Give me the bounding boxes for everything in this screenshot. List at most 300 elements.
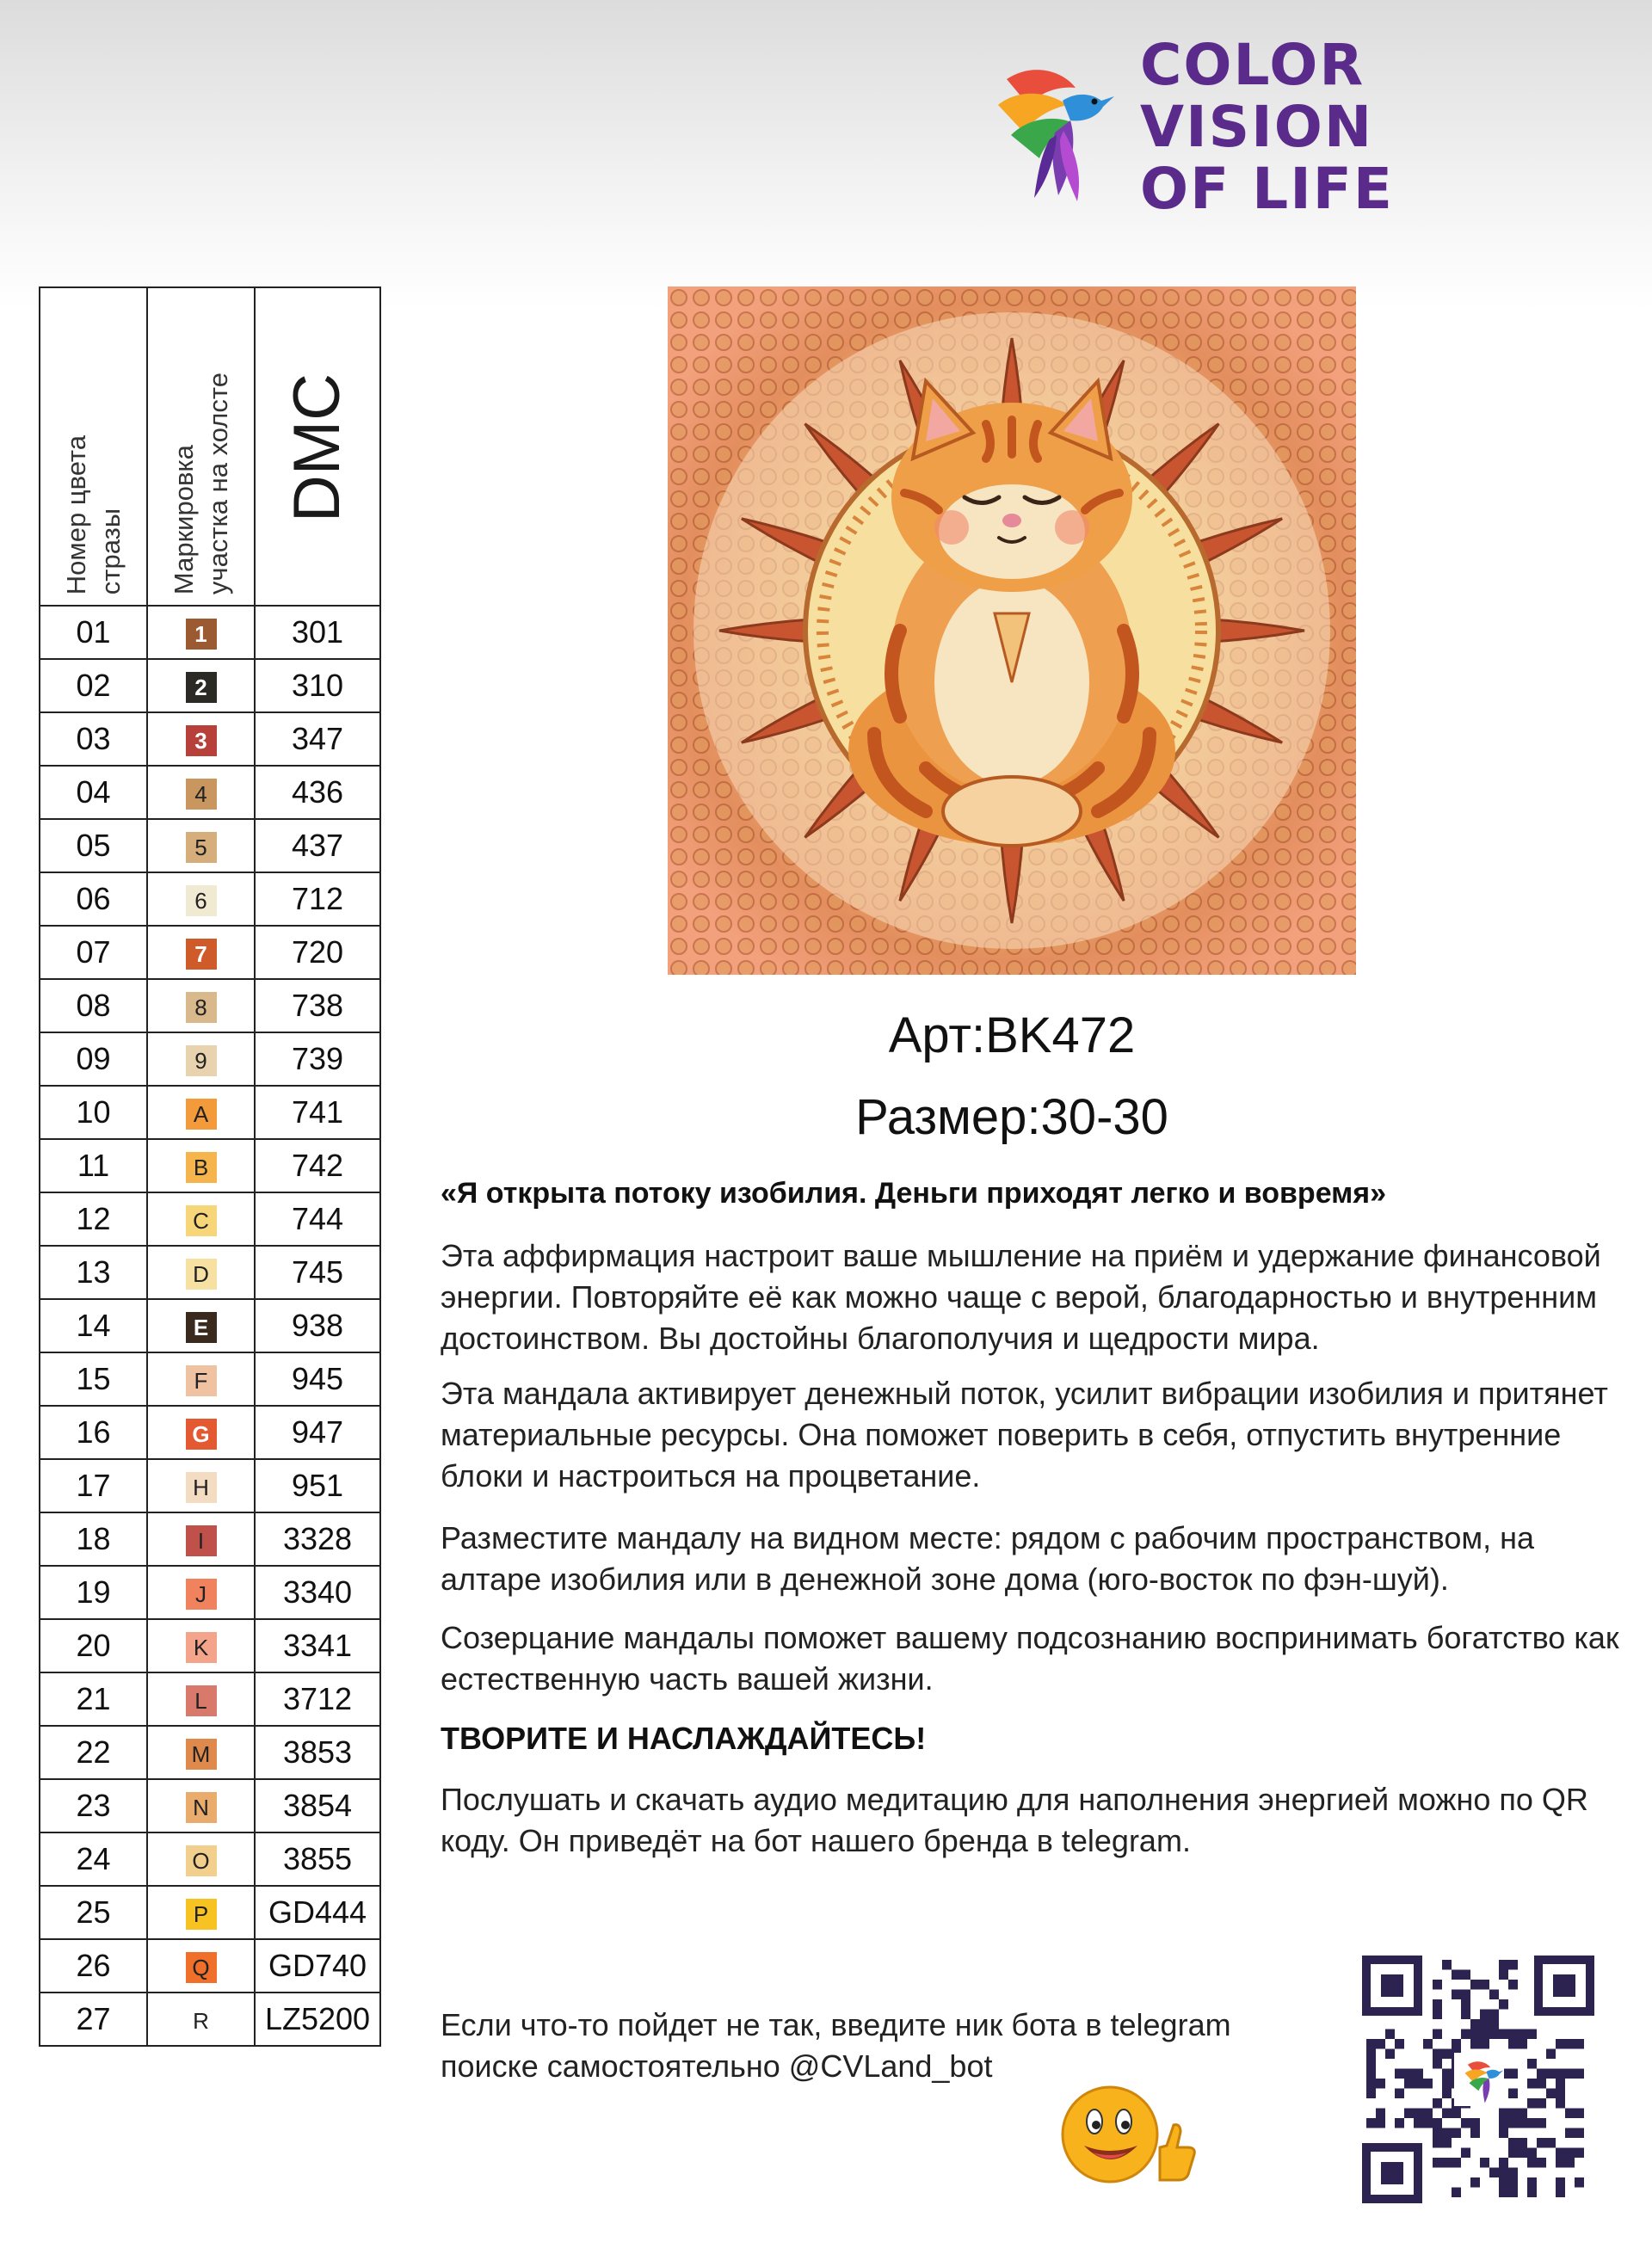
- qr-module: [1470, 2177, 1480, 2188]
- table-row: [40, 1779, 380, 1832]
- marking-cell: [147, 1619, 255, 1672]
- marking-cell: [147, 926, 255, 979]
- qr-module: [1499, 2118, 1508, 2128]
- qr-module: [1527, 2177, 1537, 2188]
- brand-wordmark: [1140, 34, 1433, 220]
- dmc-code-cell: 437: [255, 819, 380, 872]
- color-number-cell: 11: [40, 1139, 147, 1192]
- brand-line-1: COLOR: [1140, 32, 1365, 98]
- marking-cell: [147, 1299, 255, 1352]
- color-number-cell: 12: [40, 1192, 147, 1246]
- qr-module: [1470, 2128, 1480, 2139]
- table-row: [40, 1406, 380, 1459]
- qr-module: [1433, 2098, 1442, 2109]
- qr-module: [1470, 2019, 1480, 2030]
- qr-module: [1565, 2158, 1575, 2168]
- qr-module: [1546, 2069, 1556, 2079]
- qr-module: [1442, 2158, 1452, 2168]
- table-row: [40, 1352, 380, 1406]
- column-header-color-number: [40, 287, 147, 606]
- qr-module: [1489, 2030, 1499, 2040]
- qr-module: [1480, 2039, 1489, 2049]
- qr-module: [1433, 1980, 1442, 1990]
- qr-module: [1546, 2138, 1556, 2148]
- qr-module: [1433, 2138, 1442, 2148]
- color-number-cell: 05: [40, 819, 147, 872]
- qr-module: [1565, 2039, 1575, 2049]
- color-number-cell: 18: [40, 1512, 147, 1566]
- color-swatch: C: [186, 1205, 217, 1236]
- paragraph-mandala: Эта мандала активирует денежный поток, усилит вибрации изобилия и притянет материальные ресурсы. Она поможет поверить в себя, отпустить внутренние блоки и настроиться на процветание.: [441, 1376, 1608, 1494]
- qr-module: [1508, 2089, 1518, 2099]
- qr-module: [1452, 1970, 1461, 1980]
- color-swatch: 6: [186, 885, 217, 916]
- qr-module: [1489, 2019, 1499, 2030]
- qr-module: [1423, 2039, 1433, 2049]
- table-row: [40, 1566, 380, 1619]
- column-header-marking: [147, 287, 255, 606]
- dmc-code-cell: GD444: [255, 1886, 380, 1939]
- color-number-cell: 01: [40, 606, 147, 659]
- qr-module: [1556, 2177, 1565, 2188]
- color-swatch: 1: [186, 619, 217, 650]
- color-number-cell: 08: [40, 979, 147, 1032]
- qr-module: [1470, 2030, 1480, 2040]
- qr-module: [1508, 2138, 1518, 2148]
- qr-module: [1470, 1980, 1480, 1990]
- qr-module: [1480, 2019, 1489, 2030]
- color-swatch: P: [186, 1899, 217, 1930]
- qr-module: [1480, 2010, 1489, 2020]
- qr-module: [1565, 2069, 1575, 2079]
- qr-module: [1518, 2030, 1527, 2040]
- qr-module: [1414, 2069, 1423, 2079]
- qr-module: [1499, 1999, 1508, 2010]
- color-number-cell: 27: [40, 1993, 147, 2046]
- dmc-code-cell: 3340: [255, 1566, 380, 1619]
- table-row: [40, 1139, 380, 1192]
- qr-module: [1442, 2079, 1452, 2089]
- header-marking-label: Маркировка участка на холсте: [168, 372, 233, 594]
- color-number-cell: 26: [40, 1939, 147, 1993]
- qr-module: [1442, 1960, 1452, 1970]
- qr-module: [1452, 2158, 1461, 2168]
- dmc-code-cell: 744: [255, 1192, 380, 1246]
- marking-cell: [147, 1086, 255, 1139]
- qr-module: [1470, 2039, 1480, 2049]
- marking-cell: [147, 712, 255, 766]
- color-swatch: 9: [186, 1045, 217, 1076]
- qr-module: [1414, 2118, 1423, 2128]
- dmc-code-cell: 3854: [255, 1779, 380, 1832]
- marking-cell: [147, 606, 255, 659]
- qr-module: [1527, 2030, 1537, 2040]
- color-number-cell: 15: [40, 1352, 147, 1406]
- qr-module: [1433, 2030, 1442, 2040]
- qr-module: [1537, 2158, 1546, 2168]
- color-swatch: J: [186, 1579, 217, 1610]
- marking-cell: [147, 1406, 255, 1459]
- qr-module: [1499, 2158, 1508, 2168]
- qr-module: [1366, 2039, 1376, 2049]
- marking-cell: [147, 1139, 255, 1192]
- qr-module: [1518, 2138, 1527, 2148]
- marking-cell: [147, 819, 255, 872]
- qr-module: [1499, 2177, 1508, 2188]
- marking-cell: [147, 1459, 255, 1512]
- table-row: [40, 979, 380, 1032]
- marking-cell: [147, 659, 255, 712]
- qr-module: [1395, 2039, 1404, 2049]
- color-number-cell: 16: [40, 1406, 147, 1459]
- color-swatch: F: [186, 1365, 217, 1396]
- smiley-thumbs-up-icon: [1058, 2079, 1213, 2190]
- paragraph-affirmation: Эта аффирмация настроит ваше мышление на приём и удержание финансовой энергии. Повторяйте её как можно чаще с верой, благодарностью и внутренним достоинством. Вы достойны благополучия и щедрости мира.: [441, 1238, 1601, 1356]
- qr-module: [1499, 2030, 1508, 2040]
- marking-cell: [147, 1886, 255, 1939]
- qr-module: [1518, 2118, 1527, 2128]
- color-swatch: K: [186, 1632, 217, 1663]
- color-number-cell: 13: [40, 1246, 147, 1299]
- color-number-cell: 02: [40, 659, 147, 712]
- marking-cell: [147, 1939, 255, 1993]
- table-row: [40, 1086, 380, 1139]
- color-swatch: B: [186, 1152, 217, 1183]
- qr-module: [1385, 2049, 1395, 2060]
- qr-module: [1376, 2079, 1385, 2089]
- color-swatch: A: [186, 1099, 217, 1130]
- qr-module: [1461, 1990, 1470, 2000]
- table-row: [40, 819, 380, 872]
- color-swatch: H: [186, 1472, 217, 1503]
- qr-module: [1537, 2079, 1546, 2089]
- qr-module: [1442, 2049, 1452, 2060]
- qr-module: [1537, 2118, 1546, 2128]
- mandala-cat-artwork: [668, 286, 1356, 975]
- marking-cell: [147, 1192, 255, 1246]
- qr-module: [1414, 2109, 1423, 2119]
- qr-module: [1575, 2069, 1584, 2079]
- qr-module: [1527, 2079, 1537, 2089]
- color-number-cell: 23: [40, 1779, 147, 1832]
- color-swatch: 4: [186, 779, 217, 810]
- qr-module: [1508, 2177, 1518, 2188]
- marking-cell: [147, 1726, 255, 1779]
- table-row: [40, 872, 380, 926]
- marking-cell: [147, 1672, 255, 1726]
- color-number-cell: 10: [40, 1086, 147, 1139]
- qr-module: [1442, 2089, 1452, 2099]
- qr-module: [1575, 2148, 1584, 2159]
- qr-module: [1461, 1970, 1470, 1980]
- qr-module: [1565, 2109, 1575, 2119]
- hummingbird-logo-icon: [981, 53, 1119, 208]
- marking-cell: [147, 872, 255, 926]
- color-swatch: 3: [186, 725, 217, 756]
- header-color-number-label: Номер цвета стразы: [60, 434, 126, 594]
- qr-module: [1556, 2039, 1565, 2049]
- dmc-code-cell: 738: [255, 979, 380, 1032]
- dmc-code-cell: 3855: [255, 1832, 380, 1886]
- qr-module: [1376, 2118, 1385, 2128]
- dmc-code-cell: 938: [255, 1299, 380, 1352]
- article-number: Арт:BK472: [888, 1007, 1136, 1063]
- marking-cell: [147, 979, 255, 1032]
- dmc-code-cell: 310: [255, 659, 380, 712]
- table-row: [40, 659, 380, 712]
- dmc-code-cell: LZ5200: [255, 1993, 380, 2046]
- qr-module: [1461, 1999, 1470, 2010]
- dmc-code-cell: 720: [255, 926, 380, 979]
- qr-module: [1556, 2089, 1565, 2099]
- qr-module: [1508, 2109, 1518, 2119]
- canvas-size: Размер:30-30: [855, 1089, 1168, 1145]
- qr-module: [1452, 2039, 1461, 2049]
- dmc-code-cell: 947: [255, 1406, 380, 1459]
- qr-module: [1499, 1970, 1508, 1980]
- dmc-code-cell: 739: [255, 1032, 380, 1086]
- qr-module: [1527, 2158, 1537, 2168]
- qr-module: [1518, 2039, 1527, 2049]
- qr-module: [1433, 2128, 1442, 2139]
- marking-cell: [147, 1512, 255, 1566]
- marking-cell: [147, 1993, 255, 2046]
- qr-module: [1508, 2118, 1518, 2128]
- dmc-code-cell: 951: [255, 1459, 380, 1512]
- color-swatch: I: [186, 1525, 217, 1556]
- qr-module: [1452, 2109, 1461, 2119]
- brand-line-3: OF LIFE: [1140, 156, 1394, 222]
- dmc-code-cell: 3328: [255, 1512, 380, 1566]
- qr-module: [1489, 2168, 1499, 2178]
- qr-module: [1546, 2049, 1556, 2060]
- qr-module: [1404, 2079, 1414, 2089]
- qr-module: [1527, 2148, 1537, 2159]
- table-row: [40, 1672, 380, 1726]
- qr-module: [1527, 2098, 1537, 2109]
- meditating-cat-mandala-image: [668, 286, 1356, 975]
- color-swatch: 7: [186, 939, 217, 970]
- table-row: [40, 1512, 380, 1566]
- dmc-code-cell: 745: [255, 1246, 380, 1299]
- qr-module: [1395, 2118, 1404, 2128]
- qr-module: [1527, 2118, 1537, 2128]
- qr-module: [1508, 2188, 1518, 2198]
- qr-module: [1442, 2109, 1452, 2119]
- qr-module: [1499, 1960, 1508, 1970]
- color-swatch: 8: [186, 992, 217, 1023]
- qr-module: [1556, 2188, 1565, 2198]
- qr-module: [1508, 2069, 1518, 2079]
- marking-cell: [147, 1032, 255, 1086]
- qr-module: [1575, 2128, 1584, 2139]
- dmc-code-cell: 436: [255, 766, 380, 819]
- qr-module: [1461, 2030, 1470, 2040]
- color-number-cell: 21: [40, 1672, 147, 1726]
- brand-logo: [981, 34, 1428, 224]
- color-swatch: D: [186, 1259, 217, 1290]
- color-swatch: O: [186, 1845, 217, 1876]
- qr-module: [1508, 2168, 1518, 2178]
- table-row: [40, 1246, 380, 1299]
- qr-module: [1433, 2158, 1442, 2168]
- qr-module: [1489, 1990, 1499, 2000]
- qr-module: [1527, 2188, 1537, 2198]
- color-legend-table: [39, 286, 381, 2047]
- qr-module: [1376, 2039, 1385, 2049]
- qr-module: [1452, 2128, 1461, 2139]
- qr-module: [1366, 2089, 1376, 2099]
- table-row: [40, 1192, 380, 1246]
- dmc-code-cell: 3853: [255, 1726, 380, 1779]
- qr-module: [1395, 2089, 1404, 2099]
- qr-module: [1461, 2148, 1470, 2159]
- table-row: [40, 1619, 380, 1672]
- color-number-cell: 19: [40, 1566, 147, 1619]
- qr-module: [1575, 2039, 1584, 2049]
- color-rows: [40, 606, 380, 2046]
- paragraph-contemplation: Созерцание мандалы поможет вашему подсознанию воспринимать богатство как естественную часть вашей жизни.: [441, 1620, 1619, 1697]
- qr-module: [1556, 2158, 1565, 2168]
- qr-module: [1508, 2030, 1518, 2040]
- color-swatch: M: [186, 1739, 217, 1770]
- qr-module: [1556, 2069, 1565, 2079]
- marking-cell: [147, 1779, 255, 1832]
- marking-cell: [147, 1832, 255, 1886]
- color-swatch: Q: [186, 1952, 217, 1983]
- color-number-cell: 14: [40, 1299, 147, 1352]
- qr-module: [1442, 2069, 1452, 2079]
- dmc-code-cell: 945: [255, 1352, 380, 1406]
- qr-module: [1423, 2109, 1433, 2119]
- table-row: [40, 1032, 380, 1086]
- header-dmc-label: DMC: [280, 373, 354, 522]
- qr-module: [1433, 1999, 1442, 2010]
- qr-module: [1499, 2168, 1508, 2178]
- brand-line-2: VISION: [1140, 94, 1374, 160]
- qr-module: [1385, 2030, 1395, 2040]
- dmc-code-cell: 741: [255, 1086, 380, 1139]
- table-row: [40, 606, 380, 659]
- marking-cell: [147, 1246, 255, 1299]
- qr-module: [1537, 2098, 1546, 2109]
- table-row: [40, 1832, 380, 1886]
- color-swatch: G: [186, 1419, 217, 1450]
- qr-module: [1508, 1960, 1518, 1970]
- table-row: [40, 766, 380, 819]
- table-row: [40, 1993, 380, 2046]
- color-number-cell: 25: [40, 1886, 147, 1939]
- qr-module: [1404, 2069, 1414, 2079]
- color-swatch: L: [186, 1685, 217, 1716]
- qr-module: [1433, 2118, 1442, 2128]
- table-row: [40, 1939, 380, 1993]
- dmc-code-cell: 3712: [255, 1672, 380, 1726]
- color-number-cell: 24: [40, 1832, 147, 1886]
- color-number-cell: 03: [40, 712, 147, 766]
- table-row: [40, 1299, 380, 1352]
- color-swatch: E: [186, 1312, 217, 1343]
- qr-module: [1508, 1980, 1518, 1990]
- qr-module: [1518, 2148, 1527, 2159]
- qr-module: [1499, 2188, 1508, 2198]
- dmc-code-cell: 347: [255, 712, 380, 766]
- color-number-cell: 04: [40, 766, 147, 819]
- qr-module: [1527, 2059, 1537, 2069]
- dmc-code-cell: 3341: [255, 1619, 380, 1672]
- qr-module: [1395, 2069, 1404, 2079]
- qr-module: [1423, 2118, 1433, 2128]
- table-row: [40, 1726, 380, 1779]
- qr-module: [1366, 2069, 1376, 2079]
- qr-module: [1480, 2158, 1489, 2168]
- qr-module: [1452, 1990, 1461, 2000]
- marking-cell: [147, 1566, 255, 1619]
- qr-module: [1414, 2079, 1423, 2089]
- dmc-code-cell: 742: [255, 1139, 380, 1192]
- qr-module: [1480, 1980, 1489, 1990]
- qr-module: [1575, 2177, 1584, 2188]
- paragraph-placement: Разместите мандалу на видном месте: рядом с рабочим пространством, на алтаре изобилия или в денежной зоне дома (юго-восток по фэн-шуй).: [441, 1520, 1535, 1597]
- qr-module: [1433, 2059, 1442, 2069]
- qr-module: [1366, 2079, 1376, 2089]
- table-row: [40, 1459, 380, 1512]
- color-number-cell: 22: [40, 1726, 147, 1779]
- qr-module: [1442, 2138, 1452, 2148]
- qr-module: [1575, 2109, 1584, 2119]
- qr-module: [1489, 2010, 1499, 2020]
- qr-module: [1546, 2089, 1556, 2099]
- affirmation-heading: «Я открыта потоку изобилия. Деньги приходят легко и вовремя»: [441, 1177, 1387, 1210]
- qr-module: [1442, 2128, 1452, 2139]
- qr-module: [1537, 2138, 1546, 2148]
- qr-module: [1537, 2069, 1546, 2079]
- table-row: [40, 1886, 380, 1939]
- qr-module: [1461, 2010, 1470, 2020]
- qr-module: [1433, 2010, 1442, 2020]
- qr-module: [1433, 2049, 1442, 2060]
- color-number-cell: 07: [40, 926, 147, 979]
- color-number-cell: 20: [40, 1619, 147, 1672]
- color-number-cell: 06: [40, 872, 147, 926]
- color-swatch: 5: [186, 832, 217, 863]
- qr-module: [1499, 2128, 1508, 2139]
- color-swatch: R: [193, 2008, 209, 2035]
- table-row: [40, 926, 380, 979]
- qr-module: [1499, 2109, 1508, 2119]
- qr-module: [1480, 2030, 1489, 2040]
- slogan: ТВОРИТЕ И НАСЛАЖДАЙТЕСЬ!: [441, 1721, 927, 1756]
- qr-module: [1508, 2148, 1518, 2159]
- qr-module: [1508, 2039, 1518, 2049]
- qr-code-icon[interactable]: [1358, 1951, 1599, 2208]
- dmc-code-cell: 301: [255, 606, 380, 659]
- color-swatch: 2: [186, 672, 217, 703]
- marking-cell: [147, 766, 255, 819]
- qr-module: [1366, 2118, 1376, 2128]
- qr-module: [1556, 2079, 1565, 2089]
- qr-module: [1470, 2118, 1480, 2128]
- bot-fallback-text: Если что-то пойдет не так, введите ник бота в telegram поиске самостоятельно @CVLand_bot: [441, 2007, 1231, 2084]
- qr-module: [1556, 2098, 1565, 2109]
- qr-module: [1452, 2188, 1461, 2198]
- column-header-dmc: [255, 287, 380, 606]
- qr-module: [1461, 2118, 1470, 2128]
- qr-module: [1423, 2079, 1433, 2089]
- dmc-code-cell: 712: [255, 872, 380, 926]
- qr-module: [1404, 2109, 1414, 2119]
- marking-cell: [147, 1352, 255, 1406]
